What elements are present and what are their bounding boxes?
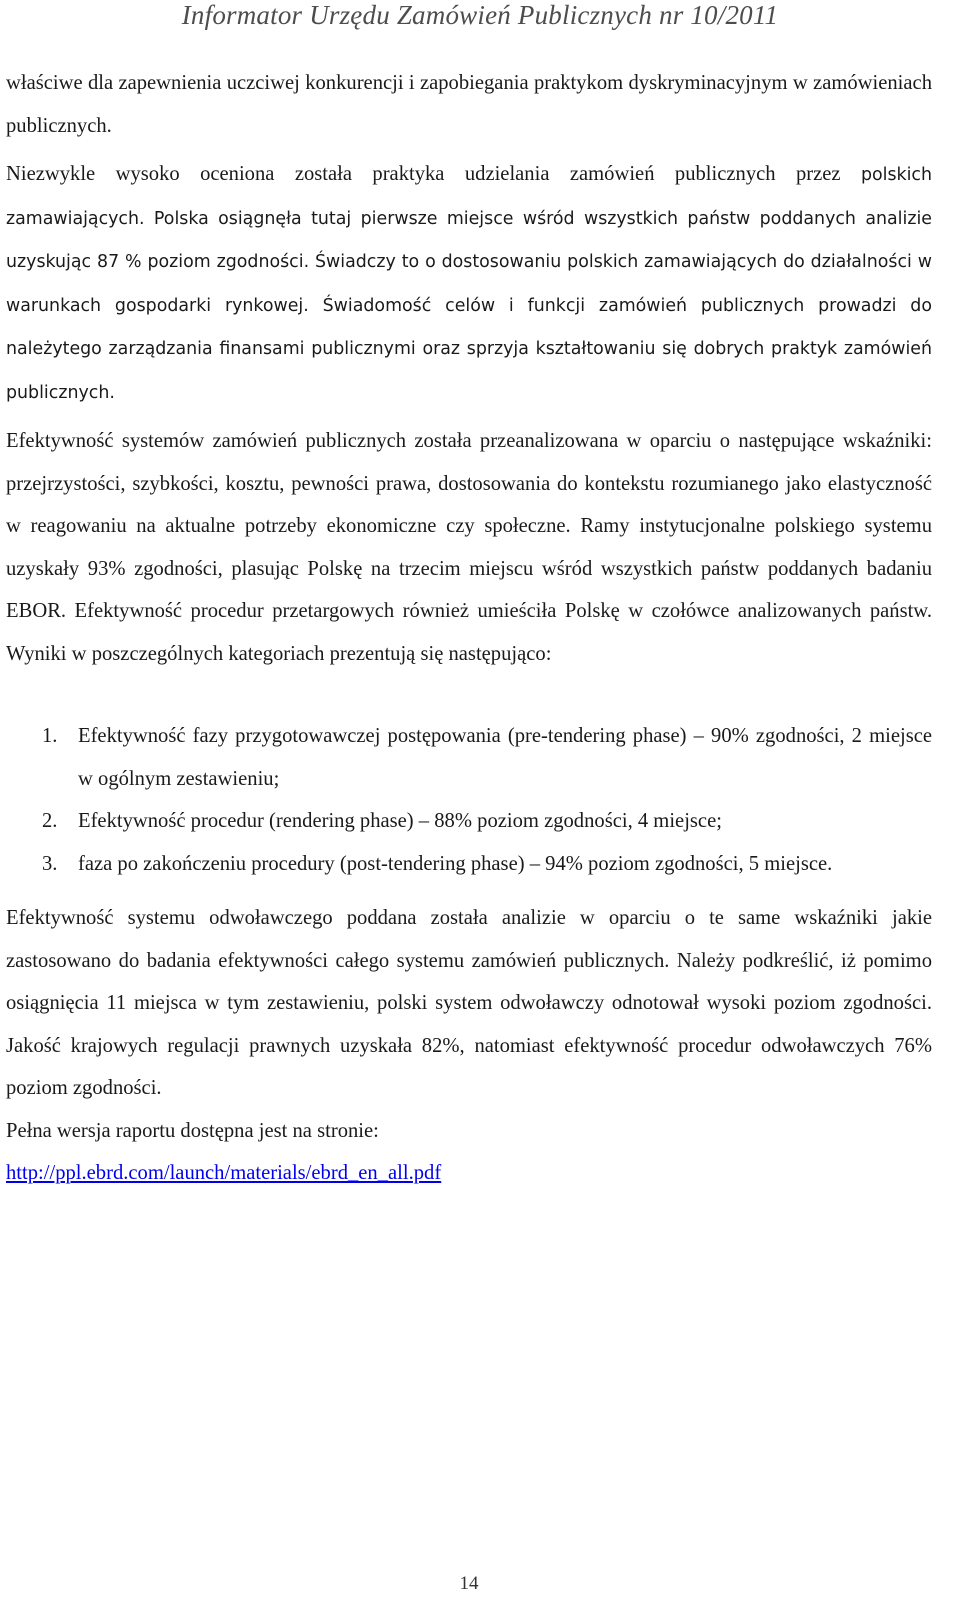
results-list <box>6 715 932 885</box>
paragraph-appeal-system: Efektywność systemu odwoławczego poddana została analizie w oparciu o te same wskaźniki jakie zastosowano do badania efektywności całego systemu zamówień publicznych. Należy podkreślić, iż pomimo osiągnięcia 11 miejsca w tym zestawieniu, polski system odwoławczy odnotował wysoki poziom zgodności. Jakość krajowych regulacji prawnych uzyskała 82%, natomiast efektywność procedur odwoławczych 76% poziom zgodności. <box>6 907 932 1099</box>
list-item <box>6 800 932 843</box>
paragraph-procurement-practice-body: polskich zamawiających. Polska osiągnęła tutaj pierwsze miejsce wśród wszystkich państw poddanych analizie uzyskując 87 % poziom zgodności. Świadczy to o dostosowaniu polskich zamawiających do działalności w warunkach gospodarki rynkowej. Świadomość celów i funkcji zamówień publicznych prowadzi do należytego zarządzania finansami publicznymi oraz sprzyja kształtowaniu się dobrych praktyk zamówień publicznych. <box>6 165 932 403</box>
list-item-number: 2. <box>42 810 58 832</box>
report-link[interactable]: http://ppl.ebrd.com/launch/materials/ebrd_en_all.pdf <box>6 1162 442 1184</box>
main-content <box>6 62 932 1195</box>
page-number: 14 <box>459 1573 479 1594</box>
paragraph-procurement-practice <box>6 153 932 414</box>
list-item-text: Efektywność procedur (rendering phase) – 88% poziom zgodności, 4 miejsce; <box>78 810 722 832</box>
list-item-text: faza po zakończeniu procedury (post-tendering phase) – 94% poziom zgodności, 5 miejsce. <box>78 852 833 875</box>
running-header: Informator Urzędu Zamówień Publicznych nr 10/2011 <box>181 0 779 30</box>
list-item <box>6 843 932 886</box>
paragraph-efficiency: Efektywność systemów zamówień publicznych została przeanalizowana w oparciu o następujące wskaźniki: przejrzystości, szybkości, kosztu, pewności prawa, dostosowania do kontekstu rozumianego jako elastyczność w reagowaniu na aktualne potrzeby ekonomiczne czy społeczne. Ramy instytucjonalne polskiego systemu uzyskały 93% zgodności, plasując Polskę na trzecim miejscu wśród wszystkich państw poddanych badaniu EBOR. Efektywność procedur przetargowych również umieściła Polskę w czołówce analizowanych państw. Wyniki w poszczególnych kategoriach prezentują się następująco: <box>6 430 932 665</box>
list-item-number: 1. <box>42 725 58 747</box>
paragraph-report-availability: Pełna wersja raportu dostępna jest na stronie: <box>6 1119 379 1142</box>
paragraph-procurement-practice-lead: Niezwykle wysoko oceniona została praktyka udzielania zamówień publicznych przez <box>6 163 861 185</box>
report-link-line <box>6 1152 932 1195</box>
list-item-number: 3. <box>42 852 58 875</box>
list-item <box>6 715 932 800</box>
paragraph-intro: właściwe dla zapewnienia uczciwej konkurencji i zapobiegania praktykom dyskryminacyjnym w zamówieniach publicznych. <box>6 72 932 137</box>
list-item-text: Efektywność fazy przygotowawczej postępowania (pre-tendering phase) – 90% zgodności, 2 miejsce w ogólnym zestawieniu; <box>78 725 932 790</box>
